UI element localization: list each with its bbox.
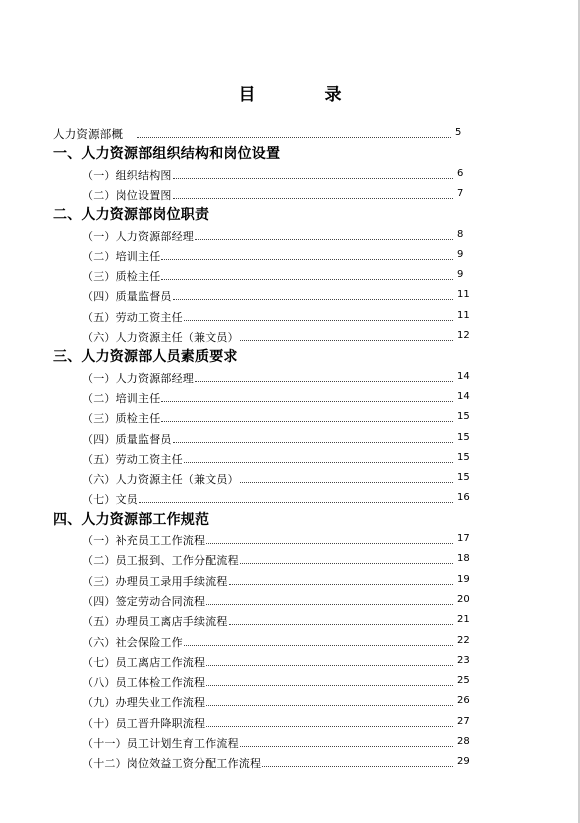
toc-entry-label: （一）补充员工工作流程 <box>82 534 206 547</box>
toc-entry <box>82 753 480 771</box>
toc-entry <box>82 489 480 507</box>
toc-page-number: 11 <box>457 289 470 301</box>
toc-entry-label: （三）质检主任 <box>82 412 161 426</box>
dot-leader <box>173 442 453 443</box>
dot-leader <box>206 543 453 544</box>
toc-entry <box>82 327 480 345</box>
toc-entry-label: （三）办理员工录用手续流程 <box>82 574 228 588</box>
dot-leader <box>184 320 453 321</box>
toc-entry-label: （二）岗位设置图 <box>82 188 172 202</box>
dot-leader <box>206 705 453 706</box>
toc-entry-label: （三）质检主任 <box>82 270 161 284</box>
dot-leader <box>161 401 453 402</box>
toc-entry <box>82 449 480 467</box>
toc-page-number: 15 <box>457 431 470 443</box>
toc-entry <box>82 266 480 284</box>
toc-entry-label: （五）办理员工离店手续流程 <box>82 615 228 629</box>
dot-leader <box>184 462 453 463</box>
toc-page-number: 17 <box>457 533 470 544</box>
toc-page-number: 15 <box>457 472 470 484</box>
toc-entry-label: （二）培训主任 <box>82 249 161 263</box>
toc-section-heading <box>53 510 513 528</box>
toc-section-heading <box>53 144 513 162</box>
toc-page-number: 15 <box>457 411 470 423</box>
toc-entry-label: （八）员工体检工作流程 <box>82 676 206 690</box>
toc-entry <box>82 165 480 183</box>
toc-entry <box>82 550 480 568</box>
toc-page-number: 25 <box>457 675 470 687</box>
toc-page-number: 5 <box>455 127 462 138</box>
toc-page-number: 15 <box>457 451 470 463</box>
toc-section-heading <box>53 347 513 365</box>
dot-leader <box>206 726 453 727</box>
dot-leader <box>139 502 453 503</box>
toc-entry-label: （七）员工离店工作流程 <box>82 655 206 669</box>
toc-entry-label: （七）文员 <box>82 493 138 507</box>
dot-leader <box>229 624 453 625</box>
dot-leader <box>229 584 453 585</box>
toc-page-number: 27 <box>457 715 470 727</box>
toc-entry <box>82 246 480 264</box>
dot-leader <box>184 645 453 646</box>
toc-page-number: 20 <box>457 593 470 605</box>
toc-entry <box>82 226 480 244</box>
dot-leader <box>240 746 453 747</box>
toc-page-number: 21 <box>457 614 470 626</box>
toc-entry-label: （二）培训主任 <box>82 391 161 405</box>
toc-entry <box>82 286 480 304</box>
toc-page-number: 11 <box>457 309 470 321</box>
dot-leader <box>195 381 453 382</box>
toc-entry-label: （四）签定劳动合同流程 <box>82 594 206 608</box>
dot-leader <box>161 279 453 280</box>
toc-entry-label: （四）质量监督员 <box>82 432 172 446</box>
toc-entry <box>82 652 480 670</box>
dot-leader <box>173 178 453 179</box>
section-heading-text: 一、人力资源部组织结构和岗位设置 <box>53 146 281 163</box>
toc-entry <box>82 591 480 609</box>
section-heading-text: 二、人力资源部岗位职责 <box>53 207 210 224</box>
toc-entry-label: 人力资源部概 <box>53 127 124 141</box>
toc-entry <box>82 713 480 731</box>
dot-leader <box>161 421 453 422</box>
toc-page-number: 14 <box>457 390 470 402</box>
dot-leader <box>173 299 453 300</box>
dot-leader <box>240 340 453 341</box>
dot-leader <box>240 563 453 564</box>
dot-leader <box>206 604 453 605</box>
toc-entry-label: （一）人力资源部经理 <box>82 371 194 385</box>
toc-entry-label: （十）员工晋升降职流程 <box>82 716 206 730</box>
toc-entry <box>82 368 480 386</box>
dot-leader <box>137 137 451 138</box>
toc-entry <box>82 611 480 629</box>
dot-leader <box>206 685 453 686</box>
section-heading-text: 三、人力资源部人员素质要求 <box>53 349 238 366</box>
toc-entry <box>82 469 480 487</box>
toc-entry <box>82 672 480 690</box>
toc-entry <box>82 733 480 751</box>
toc-page-number: 12 <box>457 330 470 341</box>
dot-leader <box>173 198 453 199</box>
dot-leader <box>206 665 453 666</box>
toc-title: 目 录 <box>238 85 368 105</box>
toc-entry <box>82 692 480 710</box>
toc-entry <box>82 388 480 406</box>
toc-entry-label: （十一）员工计划生育工作流程 <box>82 737 239 750</box>
toc-page-number: 6 <box>457 167 464 179</box>
section-heading-text: 四、人力资源部工作规范 <box>53 511 210 528</box>
toc-preface-entry <box>53 124 480 142</box>
toc-page-number: 16 <box>457 492 470 504</box>
toc-entry-label: （九）办理失业工作流程 <box>82 696 206 710</box>
toc-entry-label: （五）劳动工资主任 <box>82 452 183 466</box>
toc-page-number: 9 <box>457 248 464 260</box>
toc-page-number: 14 <box>457 370 470 382</box>
toc-entry-label: （五）劳动工资主任 <box>82 310 183 324</box>
toc-entry <box>82 429 480 447</box>
toc-page-number: 22 <box>457 634 470 646</box>
toc-page-number: 8 <box>457 228 464 240</box>
dot-leader <box>240 482 453 483</box>
toc-page-number: 7 <box>457 187 464 199</box>
toc-page-number: 26 <box>457 695 470 707</box>
toc-page-number: 29 <box>457 756 470 768</box>
toc-page-number: 9 <box>457 269 464 281</box>
toc-entry-label: （十二）岗位效益工资分配工作流程 <box>82 757 262 771</box>
toc-entry <box>82 530 480 548</box>
toc-entry-label: （六）人力资源主任（兼文员） <box>82 331 239 344</box>
toc-section-heading <box>53 205 513 223</box>
toc-entry-label: （六）社会保险工作 <box>82 635 183 649</box>
toc-entry <box>82 307 480 325</box>
toc-entry <box>82 408 480 426</box>
toc-entry-label: （二）员工报到、工作分配流程 <box>82 554 239 568</box>
toc-page-number: 19 <box>457 573 470 585</box>
toc-entry <box>82 571 480 589</box>
toc-entry-label: （六）人力资源主任（兼文员） <box>82 473 239 487</box>
toc-entry-label: （四）质量监督员 <box>82 290 172 304</box>
toc-page-number: 28 <box>457 736 470 747</box>
toc-page-number: 18 <box>457 553 470 565</box>
toc-page-number: 23 <box>457 654 470 666</box>
toc-entry-label: （一）人力资源部经理 <box>82 229 194 243</box>
dot-leader <box>161 259 453 260</box>
toc-entry <box>82 185 480 203</box>
dot-leader <box>195 239 453 240</box>
dot-leader <box>262 766 453 767</box>
toc-entry <box>82 632 480 650</box>
toc-entry-label: （一）组织结构图 <box>82 168 172 182</box>
